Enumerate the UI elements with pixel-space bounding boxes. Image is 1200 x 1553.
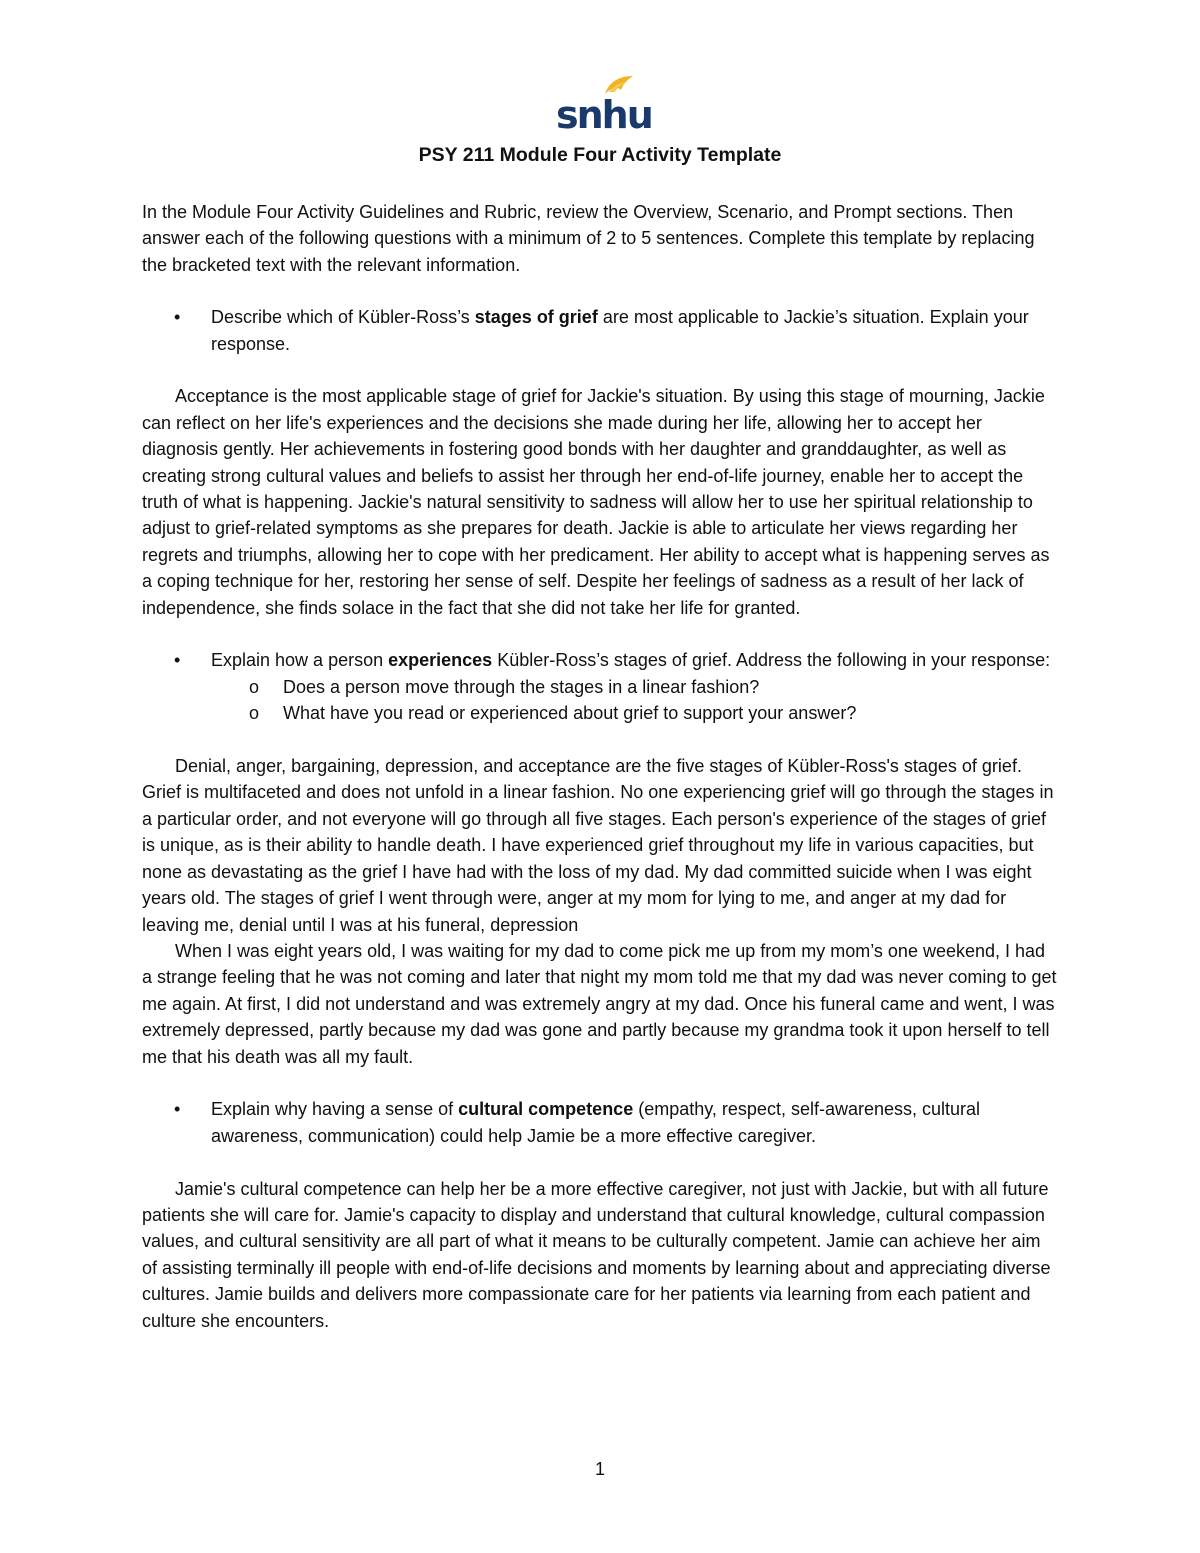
question-2-text-start: Explain how a person bbox=[211, 650, 389, 671]
snhu-logo bbox=[553, 72, 652, 137]
bullet-icon: • bbox=[174, 650, 181, 671]
sub-bullet-icon: o bbox=[249, 676, 260, 697]
bullet-icon: • bbox=[174, 307, 181, 328]
question-3-keyword: cultural competence bbox=[458, 1099, 634, 1120]
question-2-sub-list bbox=[142, 674, 1060, 727]
sub-question bbox=[142, 700, 1060, 726]
sub-question-text: What have you read or experienced about grief to support your answer? bbox=[283, 703, 857, 724]
document-body bbox=[142, 199, 1060, 1334]
answer-2-paragraph-1: Denial, anger, bargaining, depression, and acceptance are the five stages of Kübler-Ross's stages of grief. Grief is multifaceted and does not unfold in a linear fashion. No one experiencing grief will go through the stages in a particular order, and not everyone will go through all five stages. Each person's experience of the stages of grief is unique, as is their ability to handle death. I have experienced grief throughout my life in various capacities, but none as devastating as the grief I have had with the loss of my dad. My dad committed suicide when I was eight years old. The stages of grief I went through were, anger at my mom for lying to me, and anger at my dad for leaving me, denial until I was at his funeral, depression bbox=[142, 756, 1054, 935]
question-1-text-start: Describe which of Kübler-Ross’s bbox=[211, 307, 475, 328]
answer-2-paragraph-2: When I was eight years old, I was waiting for my dad to come pick me up from my mom’s one weekend, I had a strange feeling that he was not coming and later that night my mom told me that my dad was never coming to get me again. At first, I did not understand and was extremely angry at my dad. Once his funeral came and went, I was extremely depressed, partly because my dad was gone and partly because my grandma took it upon herself to tell me that his death was all my fault. bbox=[142, 940, 1057, 1067]
question-1 bbox=[142, 304, 1060, 357]
answer-3: Jamie's cultural competence can help her be a more effective caregiver, not just with Jackie, but with all future patients she will care for. Jamie's capacity to display and understand that cultural knowledge, cultural compassion values, and cultural sensitivity are all part of what it means to be culturally competent. Jamie can achieve her aim of assisting terminally ill people with end-of-life decisions and moments by learning about and appreciating diverse cultures. Jamie builds and delivers more compassionate care for her patients via learning from each patient and culture she encounters. bbox=[142, 1178, 1051, 1331]
question-3 bbox=[142, 1096, 1060, 1149]
question-3-text-start: Explain why having a sense of bbox=[211, 1099, 459, 1120]
sub-question-text: Does a person move through the stages in a linear fashion? bbox=[283, 676, 760, 697]
answer-1: Acceptance is the most applicable stage of grief for Jackie's situation. By using this stage of mourning, Jackie can reflect on her life's experiences and the decisions she made during her life, allowing her to accept her diagnosis gently. Her achievements in fostering good bonds with her daughter and granddaughter, as well as creating strong cultural values and beliefs to assist her through her end-of-life journey, enable her to accept the truth of what is happening. Jackie's natural sensitivity to sadness will allow her to use her spiritual relationship to adjust to grief-related symptoms as she prepares for death. Jackie is able to articulate her views regarding her regrets and triumphs, allowing her to cope with her predicament. Her ability to accept what is happening serves as a coping technique for her, restoring her sense of self. Despite her feelings of sadness as a result of her lack of independence, she finds solace in the fact that she did not take her life for granted. bbox=[142, 386, 1050, 618]
page-number: 1 bbox=[594, 1459, 605, 1479]
bullet-icon: • bbox=[174, 1099, 181, 1120]
question-1-text-end: are most applicable to Jackie’s situation. Explain your response. bbox=[211, 307, 1029, 354]
sub-bullet-icon: o bbox=[249, 703, 260, 724]
sub-question bbox=[142, 674, 1060, 700]
question-3-text-end: (empathy, respect, self-awareness, cultural awareness, communication) could help Jamie be a more effective caregiver. bbox=[211, 1099, 981, 1146]
logo-wordmark: snhu bbox=[556, 93, 652, 137]
question-2-keyword: experiences bbox=[388, 650, 493, 671]
question-1-keyword: stages of grief bbox=[474, 307, 598, 328]
question-2 bbox=[142, 647, 1060, 673]
question-2-text-end: Kübler-Ross’s stages of grief. Address the following in your response: bbox=[492, 650, 1051, 671]
document-title: PSY 211 Module Four Activity Template bbox=[418, 144, 782, 166]
intro-paragraph: In the Module Four Activity Guidelines and Rubric, review the Overview, Scenario, and Prompt sections. Then answer each of the following questions with a minimum of 2 to 5 sentences. Complete this template by replacing the bracketed text with the relevant information. bbox=[142, 202, 1035, 275]
